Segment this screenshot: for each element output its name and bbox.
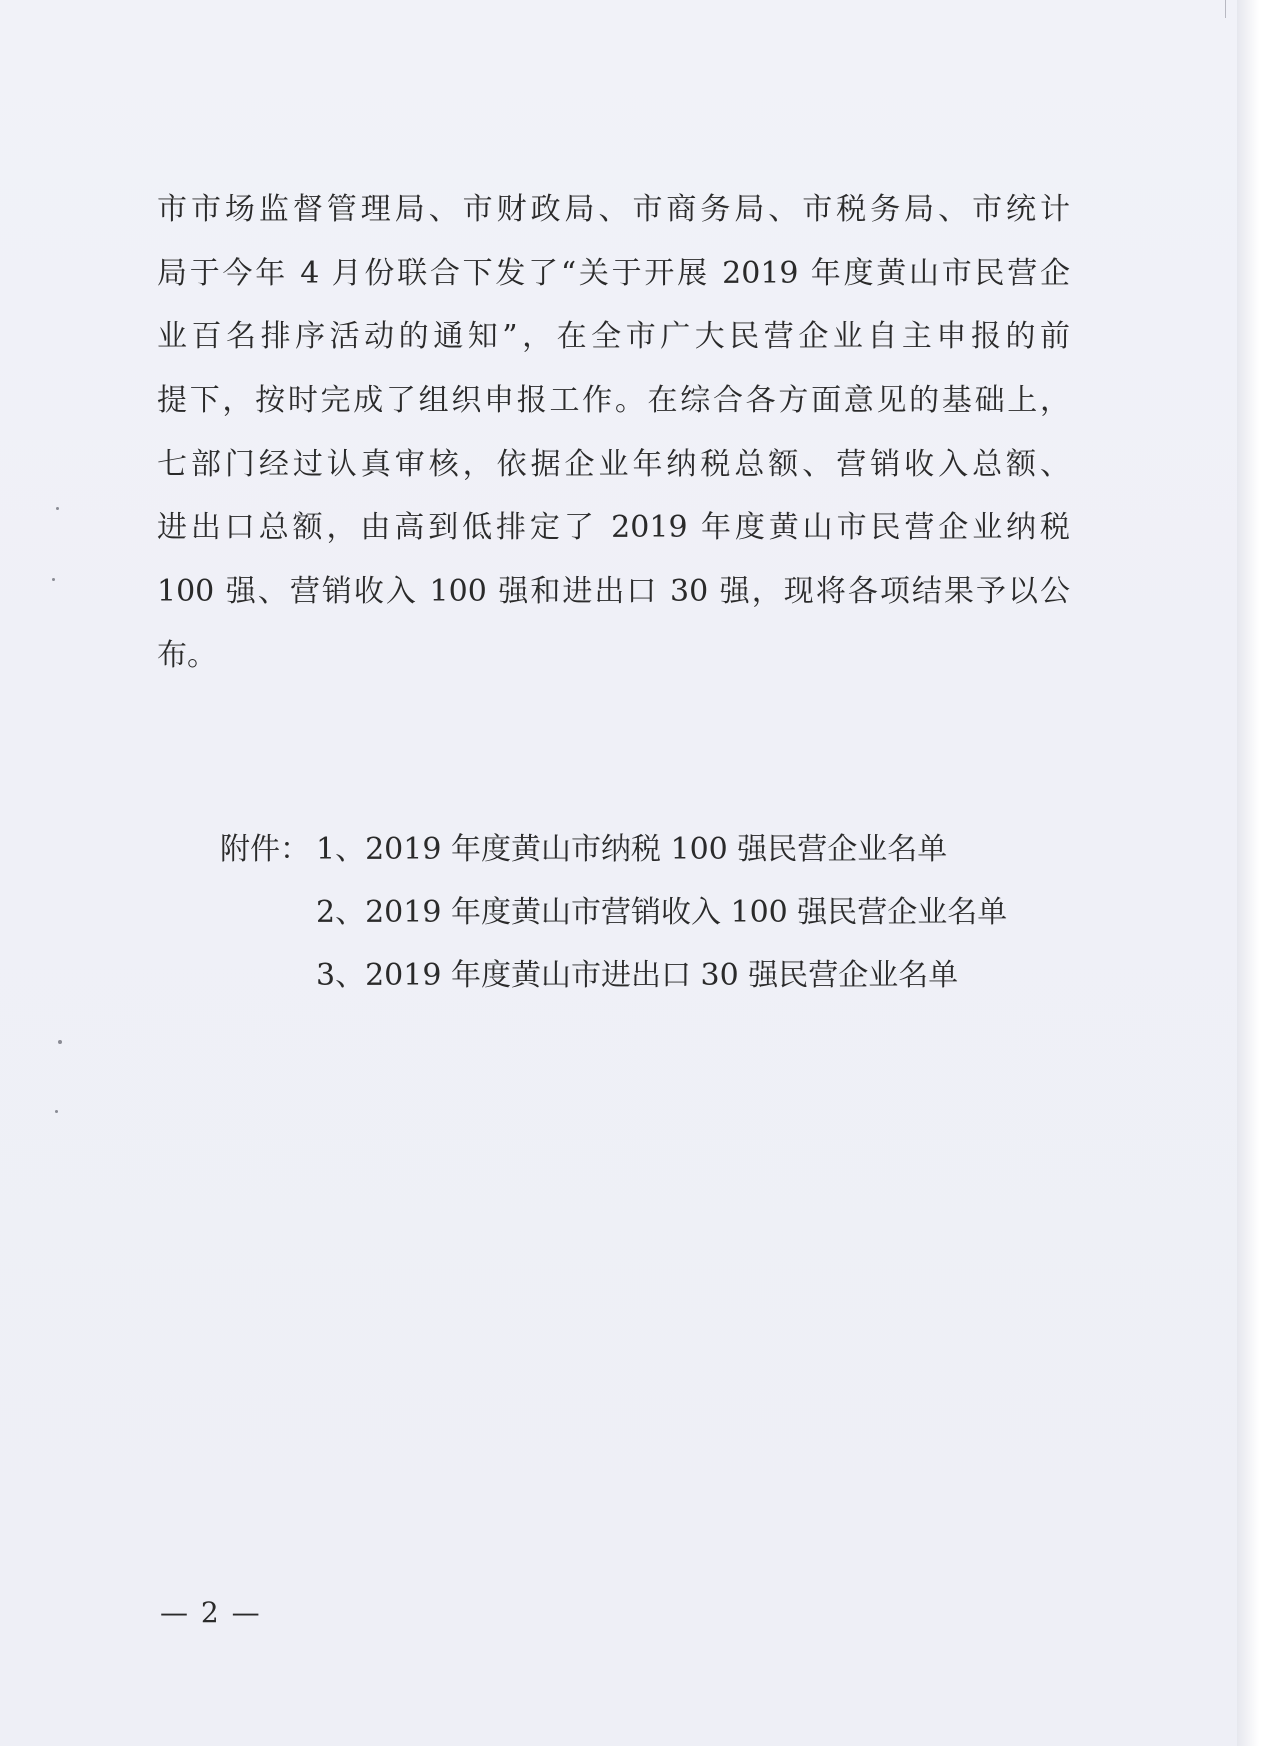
body-line: 进出口总额，由高到低排定了 2019 年度黄山市民营企业纳税 (157, 510, 1070, 546)
attachment-item (220, 818, 1120, 881)
attachments-list (220, 818, 1120, 1007)
binding-hole-mark (58, 1040, 62, 1044)
binding-hole-mark (52, 578, 55, 581)
attachment-item (220, 944, 1120, 1007)
attachment-text: 3、2019 年度黄山市进出口 30 强民营企业名单 (316, 958, 959, 993)
binding-hole-mark (56, 507, 59, 510)
scan-edge-line (1225, 0, 1226, 18)
body-line: 市市场监督管理局、市财政局、市商务局、市税务局、市统计 (157, 192, 1070, 227)
body-line: 提下，按时完成了组织申报工作。在综合各方面意见的基础上， (157, 383, 1070, 419)
body-line: 业百名排序活动的通知”，在全市广大民营企业自主申报的前 (157, 319, 1070, 355)
attachments-label: 附件： (220, 832, 310, 867)
attachment-item (220, 881, 1120, 944)
scan-edge (1237, 0, 1269, 1746)
page-number: — 2 — (160, 1596, 262, 1629)
body-line: 局于今年 4 月份联合下发了“关于开展 2019 年度黄山市民营企 (157, 255, 1070, 291)
attachment-text: 2、2019 年度黄山市营销收入 100 强民营企业名单 (316, 895, 1008, 930)
body-line: 100 强、营销收入 100 强和进出口 30 强，现将各项结果予以公 (157, 574, 1070, 610)
attachment-text: 1、2019 年度黄山市纳税 100 强民营企业名单 (316, 832, 948, 867)
body-line: 七部门经过认真审核，依据企业年纳税总额、营销收入总额、 (157, 446, 1070, 482)
body-paragraph (157, 178, 1070, 688)
binding-hole-mark (55, 1110, 58, 1113)
body-line: 布。 (157, 637, 217, 673)
